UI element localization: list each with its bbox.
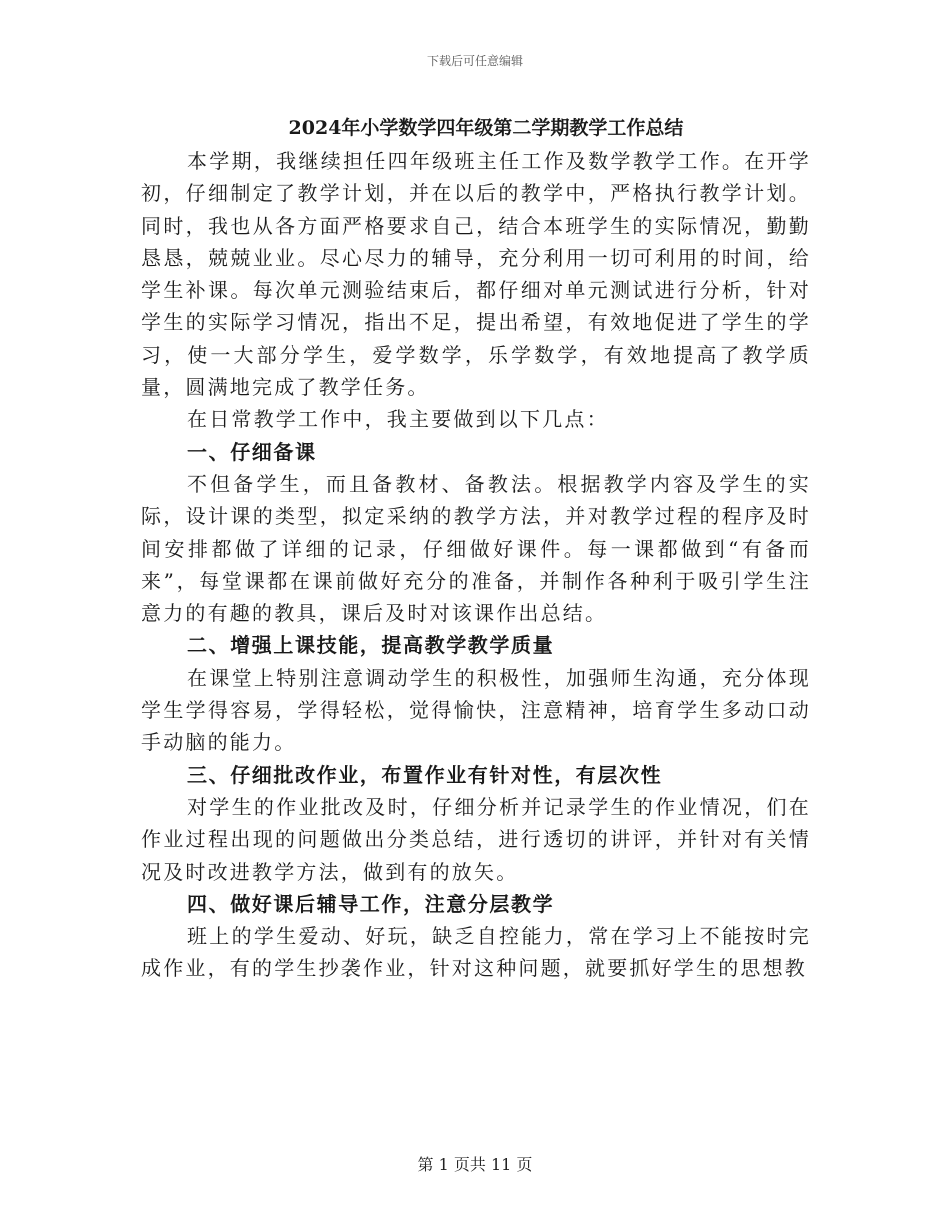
document-title: 2024年小学数学四年级第二学期教学工作总结 <box>288 117 684 139</box>
lead-paragraph: 在日常教学工作中，我主要做到以下几点： <box>187 407 609 432</box>
page-number: 第 1 页共 11 页 <box>417 1155 533 1174</box>
section-body-4: 班上的学生爱动、好玩，缺乏自控能力，常在学习上不能按时完成作业，有的学生抄袭作业，针对这种问题，就要抓好学生的思想教 <box>141 924 811 981</box>
intro-paragraph: 本学期，我继续担任四年级班主任工作及数学教学工作。在开学初，仔细制定了教学计划，并在以后的教学中，严格执行教学计划。同时，我也从各方面严格要求自己，结合本班学生的实际情况，勤勤恳恳，兢兢业业。尽心尽力的辅导，充分利用一切可利用的时间，给学生补课。每次单元测验结束后，都仔细对单元测试进行分析，针对学生的实际学习情况，指出不足，提出希望，有效地促进了学生的学习，使一大部分学生，爱学数学，乐学数学，有效地提高了教学质量，圆满地完成了教学任务。 <box>141 149 811 400</box>
section-body-3: 对学生的作业批改及时，仔细分析并记录学生的作业情况，们在作业过程出现的问题做出分类总结，进行透切的讲评，并针对有关情况及时改进教学方法，做到有的放矢。 <box>141 794 811 884</box>
header-note: 下载后可任意编辑 <box>426 54 523 68</box>
section-body-1: 不但备学生，而且备教材、备教法。根据教学内容及学生的实际，设计课的类型，拟定采纳的教学方法，并对教学过程的程序及时间安排都做了详细的记录，仔细做好课件。每一课都做到“有备而来”，每堂课都在课前做好充分的准备，并制作各种利于吸引学生注意力的有趣的教具，课后及时对该课作出总结。 <box>141 471 811 626</box>
section-heading-1: 一、仔细备课 <box>187 439 317 464</box>
document-body <box>141 111 811 985</box>
section-body-2: 在课堂上特别注意调动学生的积极性，加强师生沟通，充分体现学生学得容易，学得轻松，觉得愉快，注意精神，培育学生多动口动手动脑的能力。 <box>141 665 811 755</box>
section-heading-3: 三、仔细批改作业，布置作业有针对性，有层次性 <box>187 762 663 787</box>
section-heading-2: 二、增强上课技能，提高教学教学质量 <box>187 633 555 658</box>
section-heading-4: 四、做好课后辅导工作，注意分层教学 <box>187 891 555 916</box>
